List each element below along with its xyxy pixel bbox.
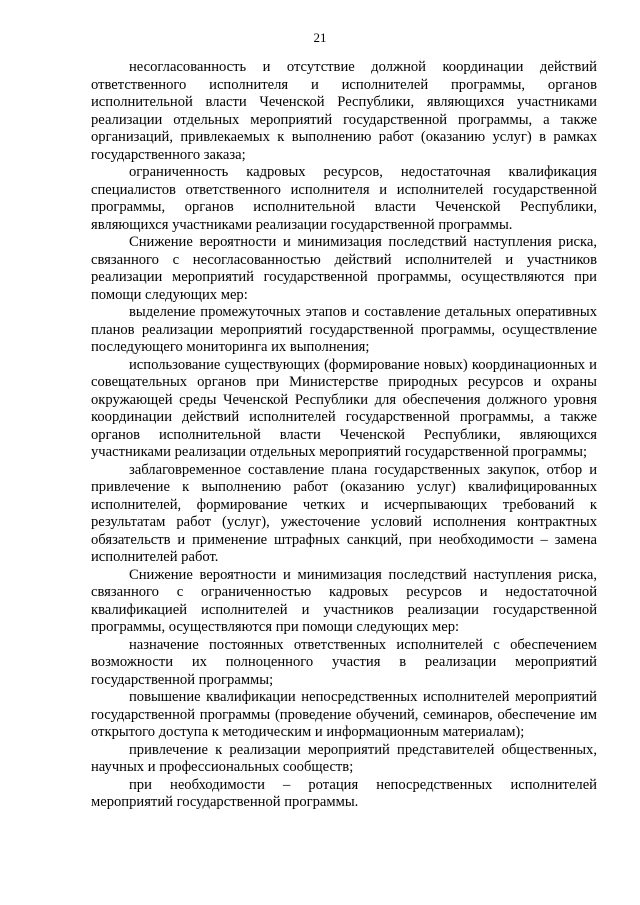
paragraph: назначение постоянных ответственных исполнителей с обеспечением возможности их полноценного участия в реализации мероприятий государственной программы;	[91, 636, 597, 688]
paragraph: Снижение вероятности и минимизация последствий наступления риска, связанного с несогласованностью действий исполнителей и участников реализации мероприятий государственной программы, осуществляются при помощи следующих мер:	[91, 234, 597, 303]
page-number: 21	[313, 30, 327, 45]
paragraph: выделение промежуточных этапов и составление детальных оперативных планов реализации мероприятий государственной программы, осуществление последующего мониторинга их выполнения;	[91, 304, 597, 355]
body-text	[91, 59, 597, 812]
paragraph: привлечение к реализации мероприятий представителей общественных, научных и профессиональных сообществ;	[91, 741, 597, 775]
paragraph: несогласованность и отсутствие должной координации действий ответственного исполнителя и исполнителей программы, органов исполнительной власти Чеченской Республики, являющихся участниками реализации отдельных мероприятий государственной программы, а также организаций, привлекаемых к выполнению работ (оказанию услуг) в рамках государственного заказа;	[91, 59, 597, 163]
paragraph: заблаговременное составление плана государственных закупок, отбор и привлечение к выполнению работ (оказанию услуг) квалифицированных исполнителей, формирование четких и исчерпывающих требований к результатам работ (услуг), ужесточение условий исполнения контрактных обязательств и применение штрафных санкций, при необходимости – замена исполнителей работ.	[91, 461, 597, 565]
paragraph: ограниченность кадровых ресурсов, недостаточная квалификация специалистов ответственного исполнителя и исполнителей государственной программы, органов исполнительной власти Чеченской Республики, являющихся участниками реализации государственной программы.	[91, 164, 597, 233]
paragraph: при необходимости – ротация непосредственных исполнителей мероприятий государственной программы.	[91, 776, 597, 810]
paragraph: использование существующих (формирование новых) координационных и совещательных органов при Министерстве природных ресурсов и охраны окружающей среды Чеченской Республики для обеспечения должного уровня координации действий исполнителей государственной программы, а также органов исполнительной власти Чеченской Республики, являющихся участниками реализации отдельных мероприятий государственной программы;	[91, 356, 597, 460]
paragraph: Снижение вероятности и минимизация последствий наступления риска, связанного с ограниченностью кадровых ресурсов и недостаточной квалификацией исполнителей и участников реализации государственной программы, осуществляются при помощи следующих мер:	[91, 566, 597, 635]
paragraph: повышение квалификации непосредственных исполнителей мероприятий государственной программы (проведение обучений, семинаров, обеспечение им открытого доступа к методическим и информационным материалам);	[91, 689, 597, 740]
